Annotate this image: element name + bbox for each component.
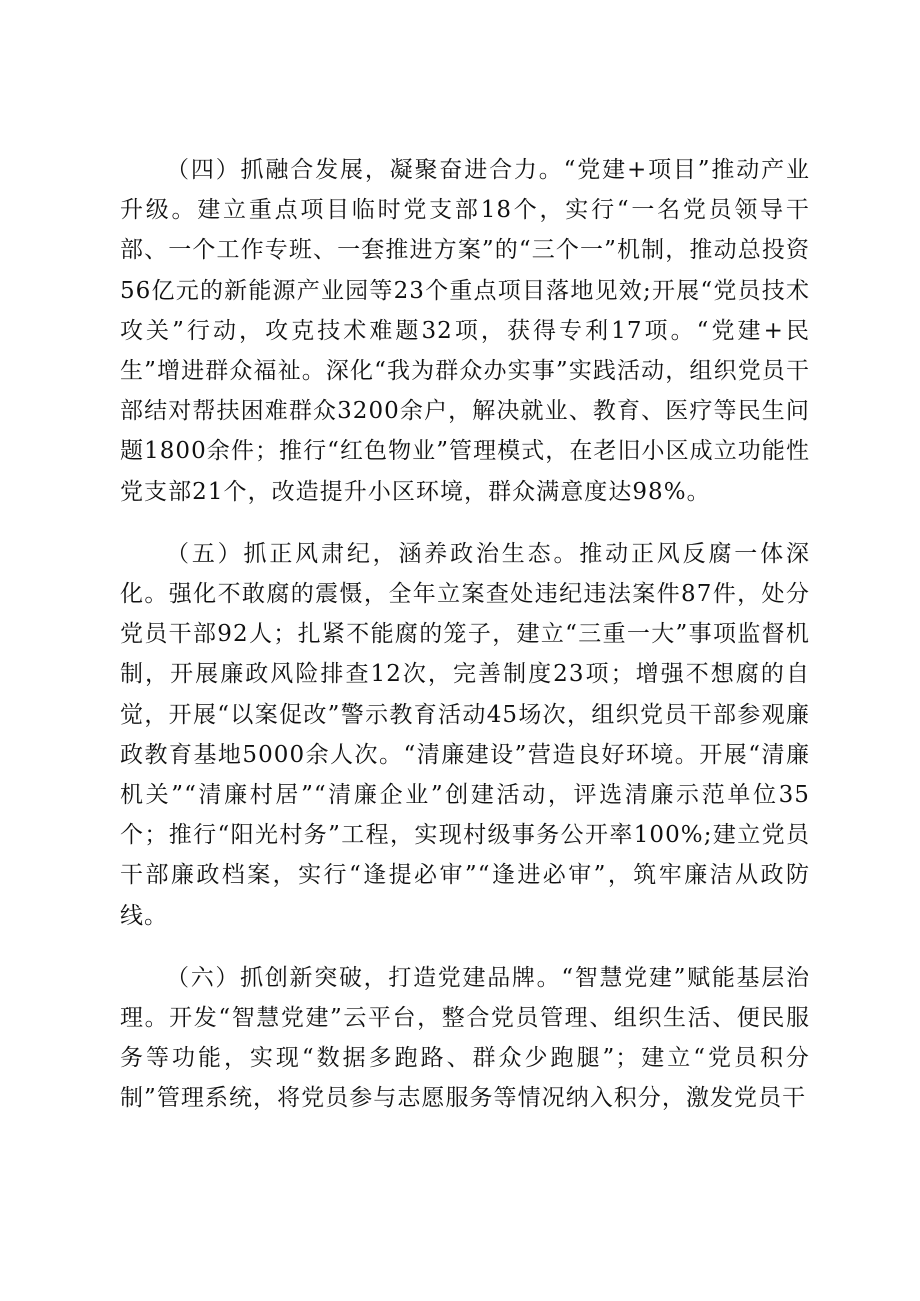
paragraph-discipline-integrity: （五）抓正风肃纪，涵养政治生态。推动正风反腐一体深化。强化不敢腐的震慑，全年立案查处违纪违法案件87件，处分党员干部92人；扎紧不能腐的笼子，建立“三重一大”事项监督机制，开展廉政风险排查12次，完善制度23项；增强不想腐的自觉，开展“以案促改”警示教育活动45场次，组织党员干部参观廉政教育基地5000余人次。“清廉建设”营造良好环境。开展“清廉机关”“清廉村居”“清廉企业”创建活动，评选清廉示范单位35个；推行“阳光村务”工程，实现村级事务公开率100%;建立党员干部廉政档案，实行“逢提必审”“逢进必审”，筑牢廉洁从政防线。 [120,540,810,929]
document-body [120,150,810,1141]
paragraph-innovation-breakthrough: （六）抓创新突破，打造党建品牌。“智慧党建”赋能基层治理。开发“智慧党建”云平台，整合党员管理、组织生活、便民服务等功能，实现“数据多跑路、群众少跑腿”；建立“党员积分制”管理系统，将党员参与志愿服务等情况纳入积分，激发党员干 [120,964,810,1112]
paragraph-integration-development: （四）抓融合发展，凝聚奋进合力。“党建+项目”推动产业升级。建立重点项目临时党支部18个，实行“一名党员领导干部、一个工作专班、一套推进方案”的“三个一”机制，推动总投资56亿元的新能源产业园等23个重点项目落地见效;开展“党员技术攻关”行动，攻克技术难题32项，获得专利17项。“党建+民生”增进群众福祉。深化“我为群众办实事”实践活动，组织党员干部结对帮扶困难群众3200余户，解决就业、教育、医疗等民生问题1800余件；推行“红色物业”管理模式，在老旧小区成立功能性党支部21个，改造提升小区环境，群众满意度达98%。 [120,157,810,505]
